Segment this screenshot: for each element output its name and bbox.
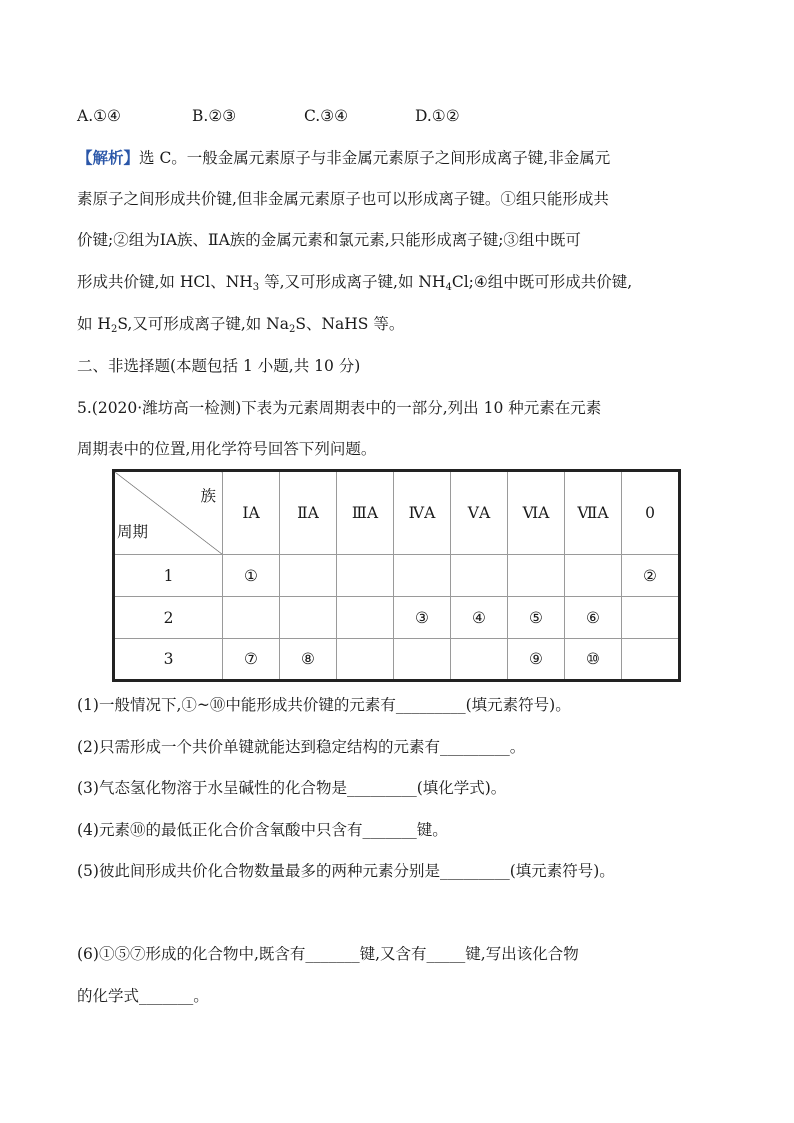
table-cell [451,639,508,681]
table-cell [394,555,451,597]
group-header: ⅣA [394,471,451,555]
question-4: (4)元素⑩的最低正化合价含氧酸中只含有_______键。 [77,821,448,839]
table-cell: ⑧ [280,639,337,681]
table-cell [622,639,680,681]
subscript: 3 [252,282,260,293]
table-cell [223,597,280,639]
table-cell: ⑨ [508,639,565,681]
group-header: ⅦA [565,471,622,555]
table-cell [280,597,337,639]
answer-options [77,105,460,127]
analysis-text-5a: 如 H [77,315,111,333]
subscript: 2 [110,324,118,335]
analysis-text-4b: 等,又可形成离子键,如 NH [259,273,446,291]
corner-period-label: 周期 [117,523,149,541]
group-header: ⅤA [451,471,508,555]
table-cell [451,555,508,597]
analysis-line-4 [77,271,632,293]
question-2: (2)只需形成一个共价单键就能达到稳定结构的元素有_________。 [77,738,526,756]
question-5: (5)彼此间形成共价化合物数量最多的两种元素分别是_________(填元素符号)。 [77,862,615,880]
subscript: 2 [288,324,296,335]
section-heading: 二、非选择题(本题包括 1 小题,共 10 分) [77,357,361,375]
corner-group-label: 族 [200,487,216,505]
table-cell: ① [223,555,280,597]
table-cell [565,555,622,597]
option-d: D.①② [415,107,460,125]
table-corner-header [114,471,223,555]
analysis-text-5b: S,又可形成离子键,如 Na [117,315,289,333]
table-row [114,555,680,597]
analysis-text-1: 选 C。一般金属元素原子与非金属元素原子之间形成离子键,非金属元 [139,149,611,167]
table-row [114,597,680,639]
table-cell [508,555,565,597]
group-header: ⅡA [280,471,337,555]
analysis-text-4a: 形成共价键,如 HCl、NH [77,273,253,291]
table-cell: ⑥ [565,597,622,639]
analysis-line-3: 价键;②组为ⅠA族、ⅡA族的金属元素和氯元素,只能形成离子键;③组中既可 [77,231,581,249]
table-cell: ③ [394,597,451,639]
analysis-text-4c: Cl;④组中既可形成共价键, [451,273,633,291]
group-header: ⅥA [508,471,565,555]
analysis-tag: 【解析】 [77,148,140,167]
table-cell [280,555,337,597]
table-cell [394,639,451,681]
periodic-table [112,469,681,682]
question-6-line-1: (6)①⑤⑦形成的化合物中,既含有_______键,又含有_____键,写出该化合物 [77,945,579,963]
question-3: (3)气态氢化物溶于水呈碱性的化合物是_________(填化学式)。 [77,779,507,797]
option-c: C.③④ [304,107,349,125]
analysis-text-5c: S、NaHS 等。 [295,315,405,333]
table-cell [337,639,394,681]
table-cell: ② [622,555,680,597]
question-1: (1)一般情况下,①~⑩中能形成共价键的元素有_________(填元素符号)。 [77,696,571,714]
question-5-line-1: 5.(2020·潍坊高一检测)下表为元素周期表中的一部分,列出 10 种元素在元素 [77,399,602,417]
analysis-line-1 [77,147,610,169]
option-a: A.①④ [77,107,121,125]
question-6-line-2: 的化学式_______。 [77,987,209,1005]
subscript: 4 [445,282,452,293]
question-5-line-2: 周期表中的位置,用化学符号回答下列问题。 [77,440,377,458]
period-label: 2 [114,597,223,639]
table-cell: ⑩ [565,639,622,681]
table-row [114,639,680,681]
group-header: ⅢA [337,471,394,555]
analysis-line-5 [77,313,404,335]
period-label: 3 [114,639,223,681]
option-b: B.②③ [192,107,237,125]
period-label: 1 [114,555,223,597]
table-cell: ⑦ [223,639,280,681]
table-cell [337,597,394,639]
table-cell [337,555,394,597]
table-cell: ④ [451,597,508,639]
table-cell [622,597,680,639]
analysis-line-2: 素原子之间形成共价键,但非金属元素原子也可以形成离子键。①组只能形成共 [77,190,609,208]
group-header: 0 [622,471,680,555]
group-header: ⅠA [223,471,280,555]
table-cell: ⑤ [508,597,565,639]
